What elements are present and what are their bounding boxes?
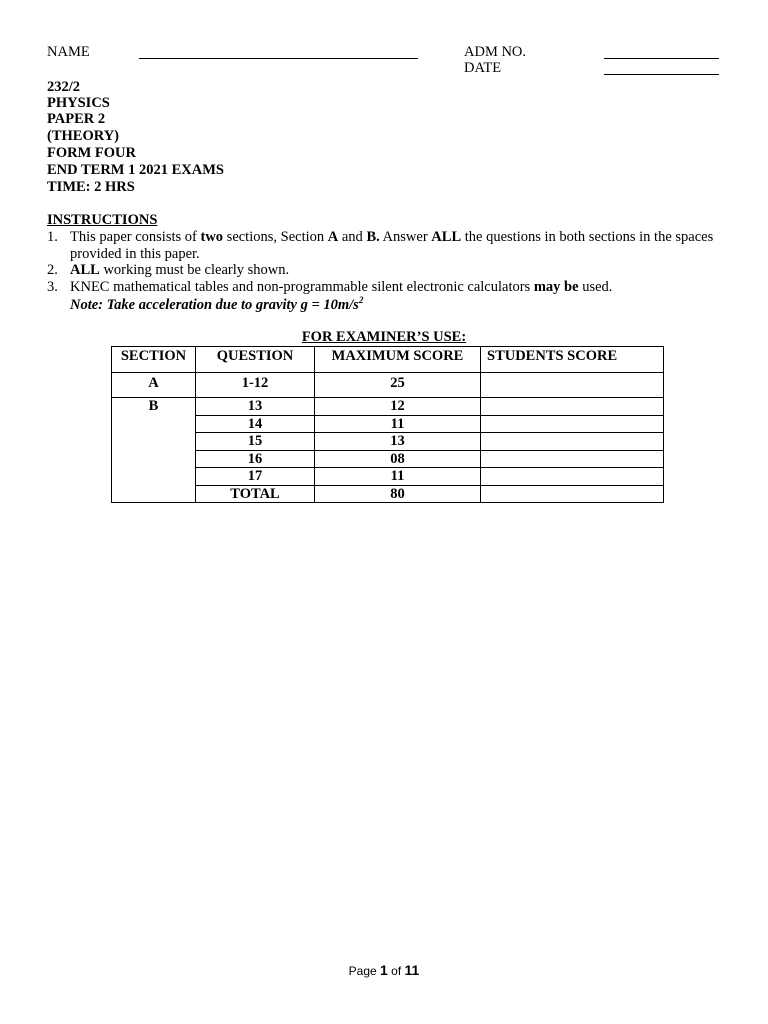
question-cell: 14 — [196, 415, 315, 433]
table-header-row — [112, 347, 664, 373]
student-score-cell[interactable] — [481, 450, 664, 468]
column-header-question: QUESTION — [196, 347, 315, 373]
table-row — [112, 398, 664, 416]
max-score-cell: 08 — [315, 450, 481, 468]
column-header-max-score: MAXIMUM SCORE — [315, 347, 481, 373]
question-cell: 15 — [196, 433, 315, 451]
page-number: 1 — [380, 962, 388, 978]
total-max-cell: 80 — [315, 485, 481, 503]
total-label-cell: TOTAL — [196, 485, 315, 503]
student-score-cell[interactable] — [481, 433, 664, 451]
instruction-item-2 — [47, 262, 727, 279]
instructions-title: INSTRUCTIONS — [47, 212, 158, 228]
name-field-line[interactable] — [139, 58, 418, 59]
column-header-students-score: STUDENTS SCORE — [481, 347, 664, 373]
examiner-title: FOR EXAMINER’S USE: — [301, 329, 467, 345]
max-score-cell: 13 — [315, 433, 481, 451]
paper-type: (THEORY) — [47, 128, 119, 144]
adm-label: ADM NO. — [464, 44, 527, 60]
total-student-score-cell[interactable] — [481, 485, 664, 503]
max-score-cell: 12 — [315, 398, 481, 416]
student-score-cell[interactable] — [481, 373, 664, 398]
question-cell: 13 — [196, 398, 315, 416]
max-score-cell: 11 — [315, 415, 481, 433]
instruction-text: KNEC mathematical tables and non-programmable silent electronic calculators may be used. — [70, 279, 613, 295]
paper-code: 232/2 — [47, 79, 81, 95]
instruction-number: 3. — [47, 279, 58, 295]
instruction-number: 2. — [47, 262, 58, 278]
date-label: DATE — [464, 60, 502, 76]
adm-field-line[interactable] — [604, 58, 719, 59]
section-cell: A — [112, 373, 196, 398]
instruction-item-1 — [47, 229, 727, 263]
instruction-number: 1. — [47, 229, 58, 245]
name-label: NAME — [47, 44, 90, 60]
instruction-text: ALL working must be clearly shown. — [70, 262, 290, 278]
instruction-item-3 — [47, 279, 727, 296]
gravity-note: Note: Take acceleration due to gravity $g = 10m/s^2$ — [70, 295, 364, 313]
student-score-cell[interactable] — [481, 468, 664, 486]
examiner-score-table — [111, 346, 664, 503]
date-field-line[interactable] — [604, 74, 719, 75]
column-header-section: SECTION — [112, 347, 196, 373]
page-word: Page — [348, 964, 377, 978]
max-score-cell: 25 — [315, 373, 481, 398]
question-cell: 16 — [196, 450, 315, 468]
paper-time: TIME: 2 HRS — [47, 179, 135, 195]
instruction-text: This paper consists of two sections, Section A and B. Answer ALL the questions in both sections in the spaces provided in this paper. — [70, 229, 714, 262]
student-score-cell[interactable] — [481, 415, 664, 433]
section-cell: B — [112, 398, 196, 503]
page-total: 11 — [404, 962, 420, 978]
of-word: of — [391, 964, 402, 978]
paper-subject: PHYSICS — [47, 95, 110, 111]
paper-number: PAPER 2 — [47, 111, 106, 127]
paper-form: FORM FOUR — [47, 145, 136, 161]
student-score-cell[interactable] — [481, 398, 664, 416]
question-cell: 1-12 — [196, 373, 315, 398]
page-footer — [0, 962, 768, 978]
max-score-cell: 11 — [315, 468, 481, 486]
question-cell: 17 — [196, 468, 315, 486]
paper-exam: END TERM 1 2021 EXAMS — [47, 162, 224, 178]
table-row-section-a — [112, 373, 664, 398]
